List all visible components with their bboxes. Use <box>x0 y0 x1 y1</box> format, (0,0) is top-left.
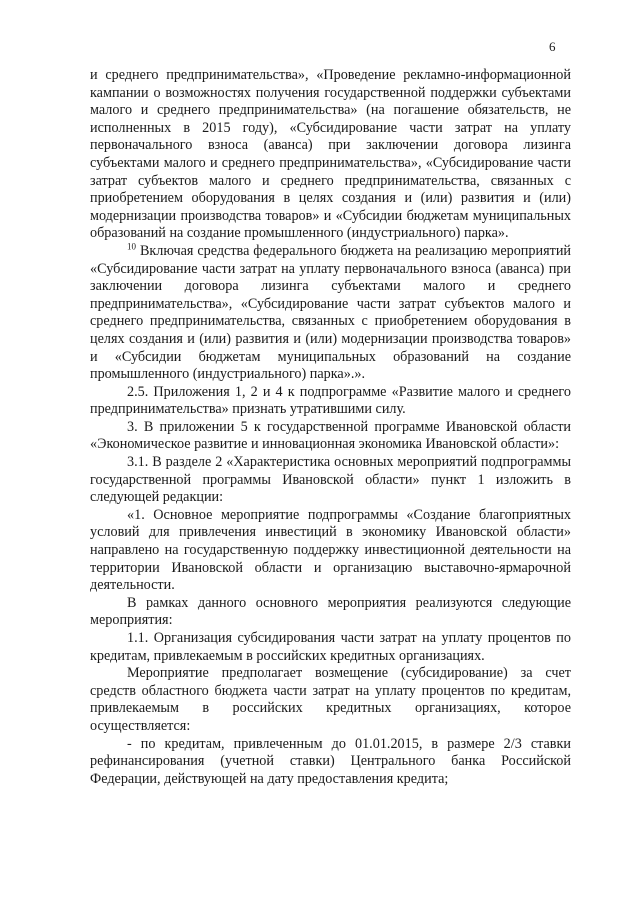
paragraph-measures-intro: В рамках данного основного мероприятия реализуются следующие мероприятия: <box>90 594 571 629</box>
paragraph-credit-condition: - по кредитам, привлеченным до 01.01.2015, в размере 2/3 ставки рефинансирования (учетной ставки) Центрального банка Российской Федерации, действующей на дату предоставления кредита; <box>90 735 571 787</box>
paragraph-continuation: и среднего предпринимательства», «Проведение рекламно-информационной кампании о возможностях получения государственной поддержки субъектами малого и среднего предпринимательства» (на погашение обязательств, не исполненных в 2015 году), «Субсидирование части затрат на уплату первоначального взноса (аванса) при заключении договора лизинга субъектами малого и среднего предпринимательства», «Субсидирование части затрат субъектов малого и среднего предпринимательства, связанных с приобретением оборудования в целях создания и (или) развития и (или) модернизации производства товаров» и «Субсидии бюджетам муниципальных образований на создание промышленного (индустриального) парка». <box>90 67 571 242</box>
paragraph-item-2-5: 2.5. Приложения 1, 2 и 4 к подпрограмме «Развитие малого и среднего предпринимательства» признать утратившими силу. <box>90 383 571 418</box>
paragraph-measure-description: Мероприятие предполагает возмещение (субсидирование) за счет средств областного бюджета части затрат на уплату процентов по кредитам, привлекаемым в российских кредитных организациях, которое осуществляется: <box>90 665 571 734</box>
paragraph-item-3: 3. В приложении 5 к государственной программе Ивановской области «Экономическое развитие и инновационная экономика Ивановской области»: <box>90 418 571 453</box>
footnote-marker: 10 <box>127 241 136 252</box>
paragraph-item-1-1: 1.1. Организация субсидирования части затрат на уплату процентов по кредитам, привлекаемым в российских кредитных организациях. <box>90 630 571 664</box>
footnote-text: Включая средства федерального бюджета на реализацию мероприятий «Субсидирование части затрат на уплату первоначального взноса (аванса) при заключении договора лизинга субъектами малого и среднего предпринимательства», «Субсидирование части затрат субъектов малого и среднего предпринимательства, связанных с приобретением оборудования в целях создания и (или) развития и (или) модернизации производства товаров» и «Субсидии бюджетам муниципальных образований на создание промышленного (индустриального) парка».». <box>90 242 571 383</box>
paragraph-main-measure: «1. Основное мероприятие подпрограммы «Создание благоприятных условий для привлечения инвестиций в экономику Ивановской области» направлено на государственную поддержку инвестиционной деятельности на территории Ивановской области и организацию выставочно-ярмарочной деятельности. <box>90 506 571 594</box>
footnote-paragraph <box>90 243 571 384</box>
paragraph-item-3-1: 3.1. В разделе 2 «Характеристика основных мероприятий подпрограммы государственной программы Ивановской области» пункт 1 изложить в следующей редакции: <box>90 454 571 506</box>
document-body <box>90 67 571 788</box>
page-number: 6 <box>549 39 556 54</box>
